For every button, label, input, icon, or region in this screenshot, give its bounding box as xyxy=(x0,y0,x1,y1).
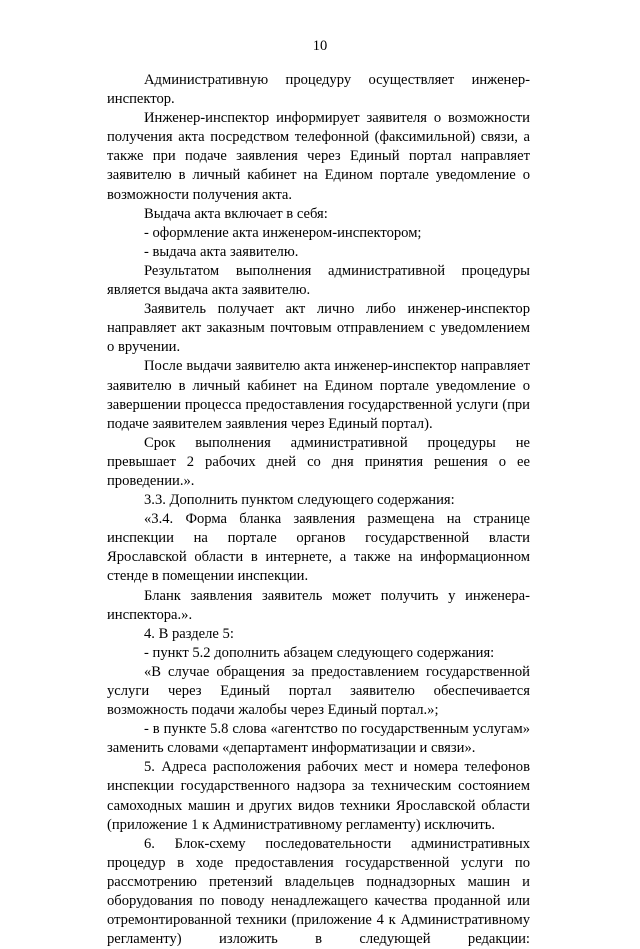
paragraph: «3.4. Форма бланка заявления размещена на странице инспекции на портале органов государственной власти Ярославской области в интернете, а также на информационном стенде в помещении инспекции. xyxy=(107,511,530,585)
paragraph: Административную процедуру осуществляет инженер-инспектор. xyxy=(107,72,530,108)
paragraph: - в пункте 5.8 слова «агентство по государственным услугам» заменить словами «департамент информатизации и связи». xyxy=(107,721,530,757)
paragraph: Бланк заявления заявитель может получить у инженера-инспектора.». xyxy=(107,587,530,623)
paragraph: «В случае обращения за предоставлением государственной услуги через Единый портал заявителю обеспечивается возможность подачи жалобы через Единый портал.»; xyxy=(107,663,530,719)
page-number: 10 xyxy=(312,38,328,54)
document-body xyxy=(107,71,530,949)
paragraph: Результатом выполнения административной процедуры является выдача акта заявителю. xyxy=(107,262,530,299)
paragraph: 6. Блок-схему последовательности административных процедур в ходе предоставления государственной услуги по рассмотрению претензий владельцев поднадзорных машин и оборудования по поводу ненадлежащего качества проданной или отремонтированной техники (приложение 4 к Административному регламенту) изложить в следующей редакции: xyxy=(107,835,530,948)
paragraph: Инженер-инспектор информирует заявителя о возможности получения акта посредством телефонной (факсимильной) связи, а также при подаче заявления через Единый портал направляет заявителю в личный кабинет на Едином портале уведомление о возможности получения акта. xyxy=(107,110,530,203)
paragraph: - пункт 5.2 дополнить абзацем следующего содержания: xyxy=(144,644,495,661)
paragraph: 4. В разделе 5: xyxy=(144,625,234,642)
paragraph: - выдача акта заявителю. xyxy=(144,243,299,260)
paragraph: 3.3. Дополнить пунктом следующего содержания: xyxy=(144,492,455,509)
paragraph: Выдача акта включает в себя: xyxy=(144,205,328,222)
paragraph: 5. Адреса расположения рабочих мест и номера телефонов инспекции государственного надзора за техническим состоянием самоходных машин и других видов техники Ярославской области (приложение 1 к Административному регламенту) исключить. xyxy=(107,759,530,833)
paragraph: После выдачи заявителю акта инженер-инспектор направляет заявителю в личный кабинет на Едином портале уведомление о завершении процесса предоставления государственной услуги (при подаче заявителем заявления через Единый портал). xyxy=(107,358,530,432)
paragraph: - оформление акта инженером-инспектором; xyxy=(144,224,422,241)
paragraph: Срок выполнения административной процедуры не превышает 2 рабочих дней со дня принятия решения о ее проведении.». xyxy=(107,434,530,489)
paragraph: Заявитель получает акт лично либо инженер-инспектор направляет акт заказным почтовым отправлением с уведомлением о вручении. xyxy=(107,301,530,356)
